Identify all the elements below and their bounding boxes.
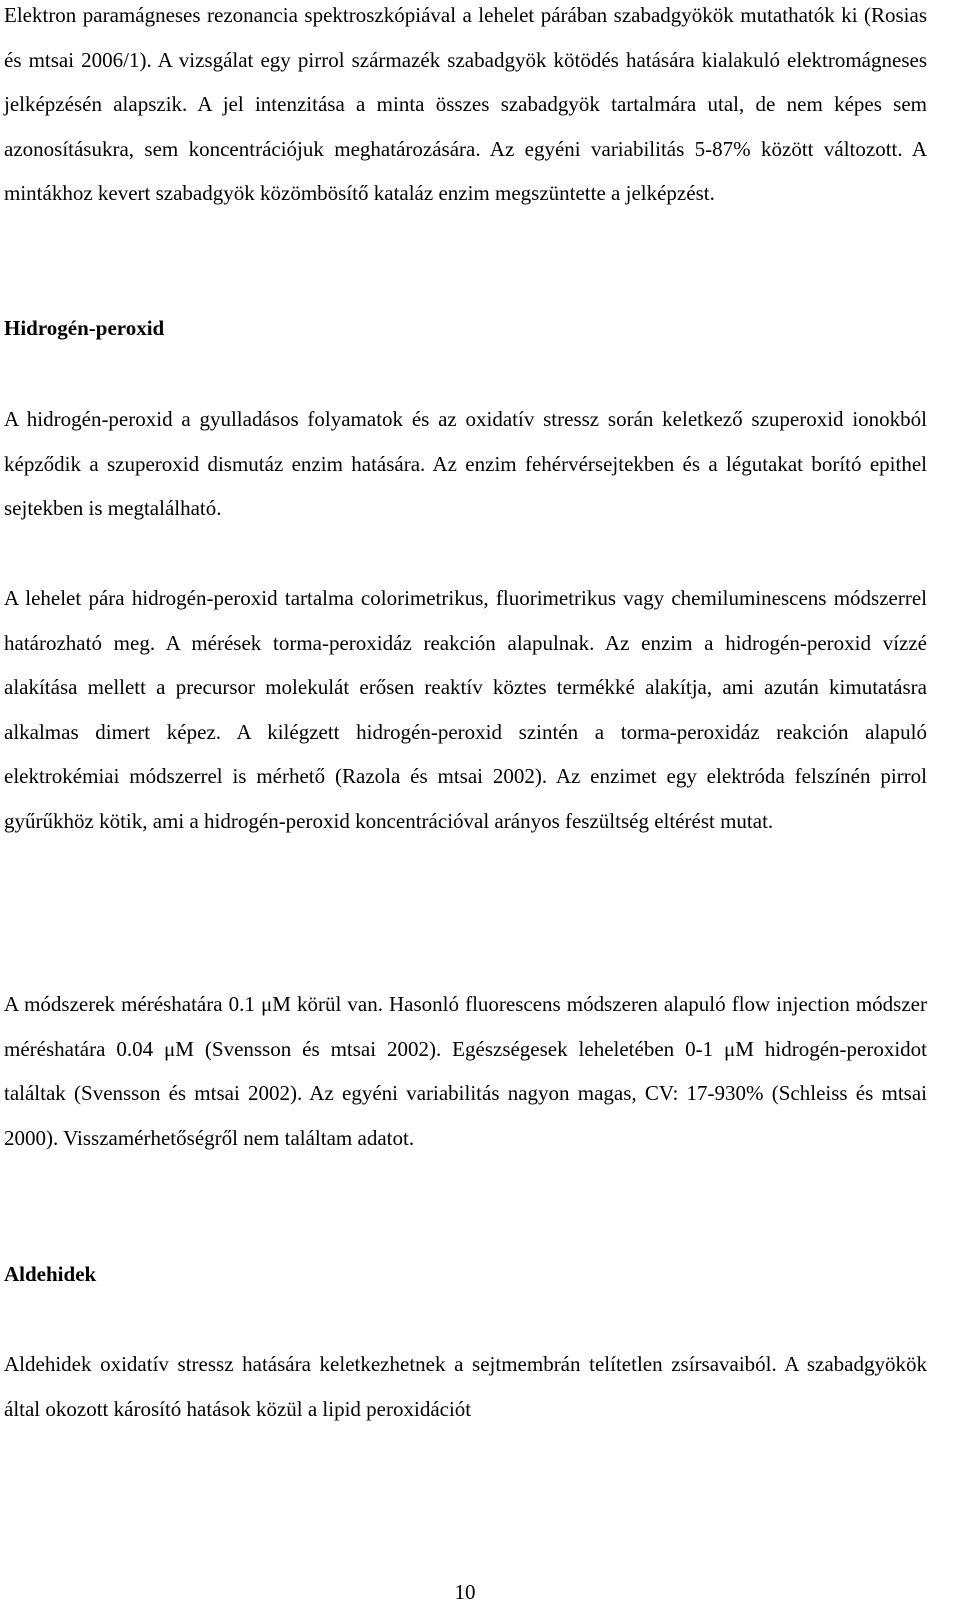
paragraph-hydrogen-peroxide-origin: A hidrogén-peroxid a gyulladásos folyamatok és az oxidatív stressz során keletkező szuperoxid ionokból képződik a szuperoxid dismutáz enzim hatására. Az enzim fehérvérsejtekben és a légutakat borító epithel sejtekben is megtalálható. xyxy=(4,407,927,520)
paragraph-hydrogen-peroxide-methods: A lehelet pára hidrogén-peroxid tartalma colorimetrikus, fluorimetrikus vagy chemiluminescens módszerrel határozható meg. A mérések torma-peroxidáz reakción alapulnak. Az enzim a hidrogén-peroxid vízzé alakítása mellett a precursor molekulát erősen reaktív köztes termékké alakítja, ami azután kimutatásra alkalmas dimert képez. A kilégzett hidrogén-peroxid szintén a torma-peroxidáz reakción alapuló elektrokémiai módszerrel is mérhető (Razola és mtsai 2002). Az enzimet egy elektróda felszínén pirrol gyűrűkhöz kötik, ami a hidrogén-peroxid koncentrációval arányos feszültség eltérést mutat. xyxy=(4,586,927,833)
paragraph-detection-limits: A módszerek méréshatára 0.1 μM körül van. Hasonló fluorescens módszeren alapuló flow injection módszer méréshatára 0.04 μM (Svensson és mtsai 2002). Egészségesek leheletében 0-1 μM hidrogén-peroxidot találtak (Svensson és mtsai 2002). Az egyéni variabilitás nagyon magas, CV: 17-930% (Schleiss és mtsai 2000). Visszamérhetőségről nem találtam adatot. xyxy=(4,992,927,1150)
section-heading-aldehydes: Aldehidek xyxy=(4,1262,97,1286)
page-number: 10 xyxy=(454,1580,476,1604)
section-heading-hydrogen-peroxide: Hidrogén-peroxid xyxy=(4,316,165,340)
paragraph-aldehydes: Aldehidek oxidatív stressz hatására keletkezhetnek a sejtmembrán telítetlen zsírsavaiból. A szabadgyökök által okozott károsító hatások közül a lipid peroxidációt xyxy=(4,1352,927,1421)
paragraph-epr-free-radicals: Elektron paramágneses rezonancia spektroszkópiával a lehelet párában szabadgyökök mutathatók ki (Rosias és mtsai 2006/1). A vizsgálat egy pirrol származék szabadgyök kötödés hatására kialakuló elektromágneses jelképzésén alapszik. A jel intenzitása a minta összes szabadgyök tartalmára utal, de nem képes sem azonosításukra, sem koncentrációjuk meghatározására. Az egyéni variabilitás 5-87% között változott. A mintákhoz kevert szabadgyök közömbösítő kataláz enzim megszüntette a jelképzést. xyxy=(4,3,927,205)
